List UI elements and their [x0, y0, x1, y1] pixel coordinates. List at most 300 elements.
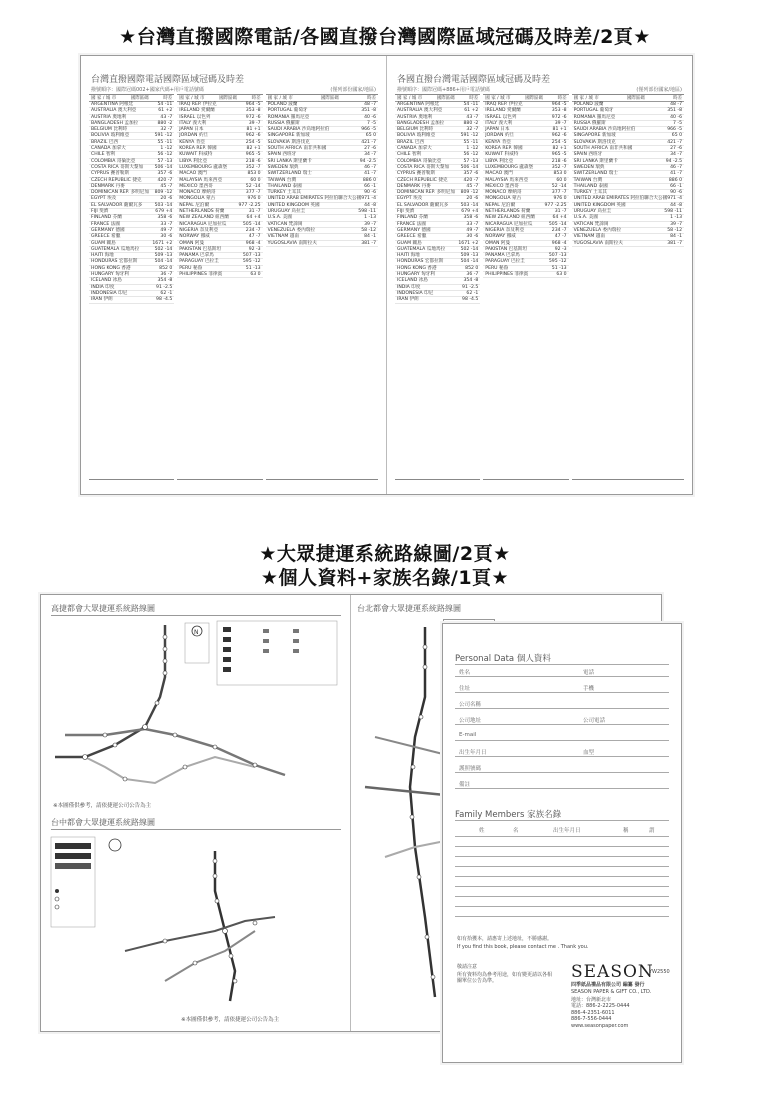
- tz-country: DENMARK 丹麥: [91, 183, 125, 189]
- tz-values: 381 -7: [361, 240, 377, 246]
- tz-country: PANAMA 巴拿馬: [485, 253, 520, 259]
- tz-country: SOUTH AFRICA 南非共和國: [573, 146, 633, 152]
- tz-country: SWITZERLAND 瑞士: [573, 171, 618, 177]
- tz-values: 420 -7: [157, 177, 173, 183]
- tz-country: CZECH REPUBLIC 捷克: [91, 177, 142, 183]
- tz-country: VENEZUELA 委內瑞拉: [573, 227, 622, 233]
- tz-values: 63 0: [556, 272, 567, 278]
- tz-values: 506 -14: [460, 164, 479, 170]
- family-row-line: [455, 856, 669, 857]
- tz-country: PHILIPPINES 菲律賓: [179, 272, 223, 278]
- family-row-line: [455, 866, 669, 867]
- tz-values: 39 -7: [670, 221, 683, 227]
- timezone-spread: [80, 55, 693, 495]
- tz-values: 595 -12: [242, 259, 261, 265]
- tz-country: MONACO 摩納哥: [485, 190, 522, 196]
- field-line: [455, 708, 669, 709]
- tz-values: 962 -6: [551, 133, 567, 139]
- tz-country: VIETNAM 越南: [267, 234, 299, 240]
- tz-country: PARAGUAY 巴拉圭: [179, 259, 219, 265]
- tz-column: [89, 94, 174, 480]
- tz-country: CZECH REPUBLIC 捷克: [397, 177, 448, 183]
- family-col-header: 稱: [623, 828, 629, 834]
- tz-country: SLOVAKIA 斯洛伐克: [267, 139, 310, 145]
- tz-values: 65 0: [671, 133, 683, 139]
- tz-values: 31 -7: [248, 209, 261, 215]
- tz-values: 354 -8: [463, 278, 479, 284]
- tz-values: 595 -12: [548, 259, 567, 265]
- tz-values: 358 -6: [157, 215, 173, 221]
- kaohsiung-title: 高捷都會大眾捷運系統路線圖: [51, 604, 155, 613]
- tz-country: CYPRUS 賽普勒斯: [91, 171, 130, 177]
- tz-country: SRI LANKA 斯里蘭卡: [573, 158, 618, 164]
- field-line: [455, 692, 669, 693]
- tz-right-sub-right: (僅列部份國家/地區): [636, 87, 682, 93]
- tz-country: COSTA RICA 哥斯大黎加: [397, 164, 450, 170]
- company-line: 電話：886-2-2225-0444: [571, 1003, 630, 1010]
- company-line: 886-4-2351-6011: [571, 1009, 615, 1016]
- tz-values: 506 -14: [154, 164, 173, 170]
- tz-country: ROMANIA 羅馬尼亞: [573, 114, 616, 120]
- tz-country: RUSSIA 俄羅斯: [267, 120, 300, 126]
- tz-country: JAPAN 日本: [179, 127, 204, 133]
- field-line: [455, 772, 669, 773]
- tz-country: IRAN 伊朗: [91, 297, 113, 303]
- tz-values: 971 -4: [667, 196, 683, 202]
- notice-text: 所有資料均為參考用途，如有變更請以各相關單位公告為準。: [457, 972, 553, 985]
- tz-country: BANGLADESH 孟加拉: [397, 120, 445, 126]
- tz-country: KOREA REP. 韓國: [179, 146, 217, 152]
- tz-column: [395, 94, 480, 480]
- tz-header-cell: 國際區碼: [525, 96, 544, 101]
- tz-country: EGYPT 埃及: [397, 196, 423, 202]
- family-title: Family Members 家族名錄: [455, 810, 562, 820]
- tz-values: 591 -12: [460, 133, 479, 139]
- tz-values: 45 -7: [160, 183, 173, 189]
- tz-values: 880 -2: [463, 120, 479, 126]
- tz-row: [572, 241, 684, 247]
- tz-country: IRELAND 愛爾蘭: [179, 108, 215, 114]
- tz-values: 679 +4: [461, 209, 479, 215]
- tz-values: 7 -5: [367, 120, 377, 126]
- tz-country: DENMARK 丹麥: [397, 183, 431, 189]
- tz-values: 852 0: [159, 265, 173, 271]
- tz-values: 49 -7: [160, 227, 173, 233]
- tz-values: 20 -6: [466, 196, 479, 202]
- tz-values: 64 +4: [246, 215, 261, 221]
- tz-values: 502 -14: [460, 246, 479, 252]
- tz-country: PERU 秘魯: [179, 265, 203, 271]
- company-name: 四季紙品禮品有限公司 編纂 發行: [571, 982, 645, 988]
- tz-country: VATICAN 梵諦岡: [573, 221, 609, 227]
- tz-values: 56 -12: [157, 152, 173, 158]
- tz-right-sub: 撥號順序：國際冠碼+886+用戶電話號碼: [397, 87, 490, 93]
- personal-data-title: Personal Data 個人資料: [455, 654, 551, 664]
- tz-values: 84 -1: [670, 234, 683, 240]
- tz-values: 31 -7: [554, 209, 567, 215]
- tz-values: 679 +4: [155, 209, 173, 215]
- tz-header-cell: 國際區碼: [626, 96, 645, 101]
- tz-country: SLOVAKIA 斯洛伐克: [573, 139, 616, 145]
- tz-country: ISRAEL 以色列: [485, 114, 517, 120]
- tz-values: 94 -2.5: [359, 158, 377, 164]
- tz-left-title: 台灣直撥國際電話國際區域冠碼及時差: [91, 75, 245, 85]
- tz-values: 40 -6: [670, 114, 683, 120]
- tz-country: GUAM 關島: [397, 240, 422, 246]
- tz-country: PAKISTAN 巴基斯坦: [179, 246, 222, 252]
- tz-row: [483, 272, 568, 278]
- tz-country: SINGAPORE 新加坡: [267, 133, 310, 139]
- field-label: 電話: [583, 670, 595, 676]
- tz-country: JORDAN 約旦: [179, 133, 209, 139]
- tz-values: 976 0: [247, 196, 261, 202]
- family-row-line: [455, 836, 669, 837]
- tz-values: 44 -8: [364, 202, 377, 208]
- family-col-header: 出生年月日: [553, 828, 581, 834]
- tz-values: 357 -6: [157, 171, 173, 177]
- tz-country: ICELAND 冰島: [397, 278, 428, 284]
- tz-values: 966 -5: [667, 127, 683, 133]
- svg-text:N: N: [194, 629, 199, 636]
- tz-country: PARAGUAY 巴拉圭: [485, 259, 525, 265]
- tz-values: 977 -2.25: [238, 202, 261, 208]
- tz-values: 39 -7: [554, 120, 567, 126]
- title-rule: [455, 820, 669, 821]
- tz-values: 30 -6: [160, 234, 173, 240]
- tz-country: GREECE 希臘: [91, 234, 121, 240]
- tz-country: IRAQ REP. 伊拉克: [485, 102, 523, 107]
- field-line: [455, 756, 669, 757]
- tz-values: 27 -6: [670, 146, 683, 152]
- tz-values: 1 -13: [364, 215, 377, 221]
- tz-country: HONG KONG 香港: [397, 265, 437, 271]
- tz-country: HONG KONG 香港: [91, 265, 131, 271]
- tz-header: [483, 95, 568, 102]
- tz-country: JAPAN 日本: [485, 127, 510, 133]
- tz-values: 34 -7: [670, 152, 683, 158]
- tz-values: 39 -7: [364, 221, 377, 227]
- tz-country: THAILAND 泰國: [267, 183, 302, 189]
- tz-values: 45 -7: [466, 183, 479, 189]
- tz-values: 66 -1: [364, 183, 377, 189]
- tz-country: NIGERIA 奈及利亞: [179, 227, 219, 233]
- tz-values: 65 0: [365, 133, 377, 139]
- kaohsiung-note: ※本圖僅供參考，請依捷運公司公告為主: [53, 803, 152, 809]
- tz-values: 90 -6: [364, 190, 377, 196]
- tz-country: MALAYSIA 馬來西亞: [485, 177, 528, 183]
- tz-country: POLAND 波蘭: [267, 102, 298, 107]
- tz-country: AUSTRALIA 澳大利亞: [397, 108, 443, 114]
- tz-values: 504 -14: [460, 259, 479, 265]
- company-line: 地址：台灣新北市: [571, 997, 612, 1003]
- tz-values: 421 -7: [667, 139, 683, 145]
- tz-country: HAITI 海地: [91, 253, 114, 259]
- tz-country: COLOMBIA 哥倫比亞: [397, 158, 442, 164]
- family-col-header: 謂: [649, 828, 655, 834]
- metro-page-left: [41, 595, 350, 1031]
- tz-country: BRAZIL 巴西: [397, 139, 425, 145]
- tz-country: OMAN 阿曼: [485, 240, 511, 246]
- tz-values: 351 -8: [667, 108, 683, 114]
- tz-country: GUATEMALA 瓜地馬拉: [397, 246, 446, 252]
- tz-page-right: [387, 56, 692, 494]
- tz-values: 20 -6: [160, 196, 173, 202]
- tz-values: 61 +2: [158, 108, 173, 114]
- tz-country: KUWAIT 科威特: [485, 152, 519, 158]
- tz-country: SPAIN 西班牙: [267, 152, 297, 158]
- tz-values: 91 -2.5: [462, 284, 479, 290]
- field-label: 血型: [583, 750, 595, 756]
- tz-country: BRAZIL 巴西: [91, 139, 119, 145]
- field-line: [455, 788, 669, 789]
- tz-header-cell: 國際區碼: [130, 96, 149, 101]
- tz-values: 46 -7: [364, 164, 377, 170]
- tz-values: 971 -4: [361, 196, 377, 202]
- tz-country: LUXEMBOURG 盧森堡: [179, 164, 228, 170]
- heading-metro: ★大眾捷運系統路線圖/2頁★: [259, 543, 511, 565]
- tz-country: U.S.A. 美國: [267, 215, 292, 221]
- tz-country: BELGIUM 比利時: [91, 127, 128, 133]
- tz-country: PERU 秘魯: [485, 265, 509, 271]
- taichung-note: ※本圖僅供參考，請依捷運公司公告為主: [181, 1017, 280, 1023]
- tz-page-left: [81, 56, 386, 494]
- family-row-line: [455, 906, 669, 907]
- tz-values: 377 -7: [551, 190, 567, 196]
- tz-values: 27 -6: [364, 146, 377, 152]
- tz-header-cell: 時差: [163, 96, 173, 101]
- model-code: YW2550: [649, 969, 670, 975]
- tz-values: 809 -12: [460, 190, 479, 196]
- tz-values: 91 -2.5: [156, 284, 173, 290]
- tz-country: AUSTRIA 奧地利: [91, 114, 127, 120]
- tz-country: GUATEMALA 瓜地馬拉: [91, 246, 140, 252]
- tz-values: 965 -5: [551, 152, 567, 158]
- tz-country: PAKISTAN 巴基斯坦: [485, 246, 528, 252]
- field-label: 公司電話: [583, 718, 606, 724]
- tz-country: COSTA RICA 哥斯大黎加: [91, 164, 144, 170]
- tz-country: SWEDEN 瑞典: [573, 164, 605, 170]
- tz-values: 7 -5: [673, 120, 683, 126]
- tz-country: SWEDEN 瑞典: [267, 164, 299, 170]
- tz-country: RUSSIA 俄羅斯: [573, 120, 606, 126]
- tz-left-sub: 撥號順序：國際冠碼002+國家代碼+用戶電話號碼: [91, 87, 204, 93]
- field-label: 公司地址: [459, 718, 482, 724]
- tz-country: EGYPT 埃及: [91, 196, 117, 202]
- tz-country: COLOMBIA 哥倫比亞: [91, 158, 136, 164]
- tz-values: 57 -13: [463, 158, 479, 164]
- kaohsiung-map: [45, 617, 345, 797]
- tz-values: 52 -14: [551, 183, 567, 189]
- tz-values: 880 -2: [157, 120, 173, 126]
- tz-country: ITALY 義大利: [485, 120, 513, 126]
- tz-values: 43 -7: [466, 114, 479, 120]
- tz-country: MONGOLIA 蒙古: [485, 196, 522, 202]
- tz-values: 977 -2.25: [544, 202, 567, 208]
- family-row-line: [455, 876, 669, 877]
- tz-country: FIJI 斐濟: [397, 209, 415, 215]
- tz-values: 966 -5: [361, 127, 377, 133]
- tz-header-cell: 國 家 / 城 市: [267, 96, 293, 101]
- tz-values: 48 -7: [364, 102, 377, 107]
- tz-values: 40 -6: [364, 114, 377, 120]
- tz-column: [177, 94, 262, 480]
- tz-values: 63 0: [250, 272, 261, 278]
- tz-country: FIJI 斐濟: [91, 209, 109, 215]
- tz-values: 84 -1: [364, 234, 377, 240]
- tz-values: 598 -11: [664, 209, 683, 215]
- tz-values: 507 -13: [242, 253, 261, 259]
- tz-country: CANADA 加拿大: [397, 146, 432, 152]
- tz-country: SAUDI ARABIA 沙烏地阿拉伯: [573, 127, 636, 133]
- tz-values: 47 -7: [554, 234, 567, 240]
- tz-values: 32 -7: [466, 127, 479, 133]
- tz-country: CHILE 智利: [91, 152, 116, 158]
- tz-values: 1671 +2: [458, 240, 479, 246]
- tz-values: 352 -7: [245, 164, 261, 170]
- tz-values: 58 -12: [667, 227, 683, 233]
- family-row-line: [455, 846, 669, 847]
- tz-values: 507 -13: [548, 253, 567, 259]
- tz-header-cell: 國 家 / 城 市: [573, 96, 599, 101]
- tz-values: 66 -1: [670, 183, 683, 189]
- family-col-header: 姓: [479, 828, 485, 834]
- tz-country: HONDURAS 宏都拉斯: [91, 259, 138, 265]
- tz-values: 82 +1: [246, 146, 261, 152]
- family-row-line: [455, 916, 669, 917]
- tz-country: MACAO 澳門: [485, 171, 513, 177]
- tz-values: 60 0: [556, 177, 567, 183]
- company-name-en: SEASON PAPER & GIFT CO., LTD.: [571, 989, 652, 995]
- tz-values: 33 -7: [160, 221, 173, 227]
- tz-country: U.S.A. 美國: [573, 215, 598, 221]
- tz-values: 353 -8: [245, 108, 261, 114]
- tz-country: SOUTH AFRICA 南非共和國: [267, 146, 327, 152]
- tz-values: 852 0: [465, 265, 479, 271]
- tz-header-cell: 國 家 / 城 市: [397, 96, 423, 101]
- tz-values: 60 0: [250, 177, 261, 183]
- tz-country: TAIWAN 台灣: [573, 177, 603, 183]
- tz-country: UNITED KINGDOM 英國: [267, 202, 320, 208]
- tz-country: EL SALVADOR 薩爾瓦多: [91, 202, 143, 208]
- tz-row: [89, 297, 174, 303]
- tz-country: NICARAGUA 尼加拉瓜: [179, 221, 227, 227]
- field-label: 公司名稱: [459, 702, 482, 708]
- tz-values: 51 -13: [245, 265, 261, 271]
- tz-values: 58 -12: [361, 227, 377, 233]
- tz-country: NIGERIA 奈及利亞: [485, 227, 525, 233]
- tz-values: 591 -12: [154, 133, 173, 139]
- tz-country: SRI LANKA 斯里蘭卡: [267, 158, 312, 164]
- tz-country: YUGOSLAVIA 南斯拉夫: [573, 240, 623, 246]
- tz-values: 1 -12: [466, 146, 479, 152]
- tz-values: 57 -13: [157, 158, 173, 164]
- tz-values: 39 -7: [248, 120, 261, 126]
- tz-values: 964 -5: [245, 102, 261, 107]
- tz-header-cell: 時差: [367, 96, 376, 101]
- tz-country: URUGUAY 烏拉圭: [267, 209, 306, 215]
- tz-values: 352 -7: [551, 164, 567, 170]
- tz-values: 234 -7: [245, 227, 261, 233]
- tz-header: [266, 95, 378, 102]
- found-note-zh: 如有拾獲本，請惠寄上述地址，不勝感謝。: [457, 936, 553, 942]
- tz-country: LUXEMBOURG 盧森堡: [485, 164, 534, 170]
- tz-country: SWITZERLAND 瑞士: [267, 171, 312, 177]
- tz-values: 218 -6: [551, 158, 567, 164]
- tz-country: GERMANY 德國: [397, 227, 431, 233]
- field-label: 護照號碼: [459, 766, 482, 772]
- tz-values: 503 -14: [154, 202, 173, 208]
- tz-country: CHILE 智利: [397, 152, 422, 158]
- field-line: [455, 724, 669, 725]
- tz-values: 41 -7: [364, 171, 377, 177]
- tz-country: NETHERLANDS 荷蘭: [485, 209, 531, 215]
- tz-row: [395, 297, 480, 303]
- tz-country: ITALY 義大利: [179, 120, 207, 126]
- tz-values: 36 -7: [466, 272, 479, 278]
- tz-country: MONACO 摩納哥: [179, 190, 216, 196]
- tz-values: 420 -7: [463, 177, 479, 183]
- tz-values: 598 -11: [358, 209, 377, 215]
- tz-country: NORWAY 挪威: [485, 234, 516, 240]
- tz-values: 33 -7: [466, 221, 479, 227]
- tz-row: [266, 241, 378, 247]
- tz-values: 853 0: [247, 171, 261, 177]
- tz-values: 1 -12: [160, 146, 173, 152]
- tz-country: MALAYSIA 馬來西亞: [179, 177, 222, 183]
- tz-header-cell: 時差: [557, 96, 567, 101]
- tz-country: INDONESIA 印尼: [91, 290, 128, 296]
- tz-country: ARGENTINA 阿根廷: [91, 102, 134, 107]
- tz-values: 358 -6: [463, 215, 479, 221]
- tz-country: ARGENTINA 阿根廷: [397, 102, 440, 107]
- tz-country: NEPAL 尼泊爾: [485, 202, 516, 208]
- title-rule: [51, 829, 341, 830]
- tz-values: 30 -6: [466, 234, 479, 240]
- tz-values: 81 +1: [552, 127, 567, 133]
- tz-header-cell: 國 家 / 城 市: [485, 96, 511, 101]
- tz-country: SINGAPORE 新加坡: [573, 133, 616, 139]
- tz-header: [572, 95, 684, 102]
- tz-country: MEXICO 墨西哥: [485, 183, 519, 189]
- tz-country: UNITED KINGDOM 英國: [573, 202, 626, 208]
- tz-column: [483, 94, 568, 480]
- tz-values: 218 -6: [245, 158, 261, 164]
- tz-values: 81 +1: [246, 127, 261, 133]
- tz-country: MACAO 澳門: [179, 171, 207, 177]
- tz-country: OMAN 阿曼: [179, 240, 205, 246]
- tz-country: URUGUAY 烏拉圭: [573, 209, 612, 215]
- tz-country: ICELAND 冰島: [91, 278, 122, 284]
- tz-country: AUSTRIA 奧地利: [397, 114, 433, 120]
- field-line: [455, 676, 669, 677]
- tz-country: KENYA 肯亞: [179, 139, 205, 145]
- tz-values: 92 -3: [248, 246, 261, 252]
- tz-country: TAIWAN 台灣: [267, 177, 297, 183]
- field-label: 住址: [459, 686, 471, 692]
- tz-country: KUWAIT 科威特: [179, 152, 213, 158]
- tz-country: BOLIVIA 玻利維亞: [397, 133, 436, 139]
- field-line: [455, 740, 669, 741]
- tz-country: JORDAN 約旦: [485, 133, 515, 139]
- tz-country: PORTUGAL 葡萄牙: [267, 108, 308, 114]
- tz-values: 502 -14: [154, 246, 173, 252]
- tz-values: 962 -6: [245, 133, 261, 139]
- tz-country: VIETNAM 越南: [573, 234, 605, 240]
- brand-logo: SEASON: [571, 962, 654, 982]
- tz-country: HAITI 海地: [397, 253, 420, 259]
- tz-country: AUSTRALIA 澳大利亞: [91, 108, 137, 114]
- tz-country: IRAN 伊朗: [397, 297, 419, 303]
